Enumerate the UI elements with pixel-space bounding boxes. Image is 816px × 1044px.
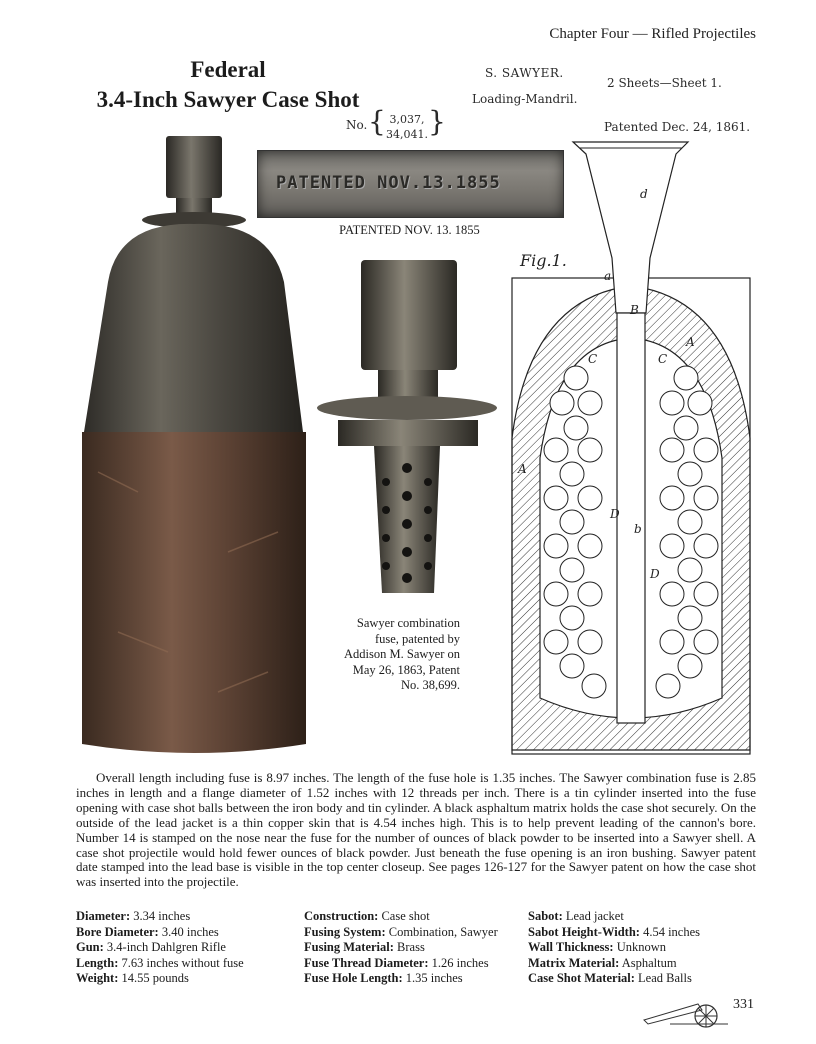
patent-drawing — [500, 138, 762, 762]
cannon-icon — [640, 990, 730, 1030]
patent-subtitle: Loading-Mandril. — [472, 92, 578, 106]
patent-brace-left: { — [368, 105, 386, 138]
patent-name: S. SAWYER. — [485, 66, 564, 80]
spec-row: Fuse Hole Length: 1.35 inches — [304, 971, 463, 985]
fuse-caption: Sawyer combination fuse, patented by Addison M. Sawyer on May 26, 1863, Patent No. 38,699. — [344, 616, 460, 692]
label-b: b — [634, 522, 642, 536]
spec-row: Wall Thickness: Unknown — [528, 940, 666, 954]
spec-row: Case Shot Material: Lead Balls — [528, 971, 692, 985]
spec-row: Construction: Case shot — [304, 909, 430, 923]
label-D: D — [610, 507, 620, 521]
spec-row: Gun: 3.4-inch Dahlgren Rifle — [76, 940, 226, 954]
fig-label: Fig.1. — [520, 251, 567, 270]
spec-row: Bore Diameter: 3.40 inches — [76, 924, 219, 939]
spec-row: Length: 7.63 inches without fuse — [76, 955, 244, 970]
chapter-header: Chapter Four — Rifled Projectiles — [549, 26, 756, 42]
page-title-line2: 3.4-Inch Sawyer Case Shot — [96, 87, 360, 112]
specs-column-2 — [304, 909, 498, 987]
patent-number-2: 34,041. — [386, 128, 428, 141]
spec-row: Fuse Thread Diameter: 1.26 inches — [304, 955, 489, 970]
label-a: a — [604, 269, 612, 283]
patent-numbers — [386, 112, 428, 142]
spec-row: Matrix Material: Asphaltum — [528, 955, 677, 970]
spec-row: Fusing Material: Brass — [304, 940, 425, 954]
page-title-line1: Federal — [190, 57, 266, 82]
spec-row: Sabot: Lead jacket — [528, 909, 624, 923]
spec-row: Fusing System: Combination, Sawyer — [304, 924, 498, 939]
stamp-caption: PATENTED NOV. 13. 1855 — [339, 223, 480, 237]
patent-number-1: 3,037, — [389, 113, 425, 126]
fuse-photo — [316, 258, 498, 603]
spec-row: Weight: 14.55 pounds — [76, 971, 189, 985]
patent-no-label: No. — [346, 118, 368, 132]
label-C-right: C — [658, 352, 668, 366]
specs-column-1 — [76, 909, 244, 987]
page-number: 331 — [733, 997, 754, 1012]
spec-row: Sabot Height-Width: 4.54 inches — [528, 924, 701, 939]
patent-sheets: 2 Sheets—Sheet 1. — [607, 76, 722, 90]
patent-brace-right: } — [428, 105, 446, 138]
label-B: B — [630, 303, 639, 317]
label-A-left: A — [518, 462, 527, 476]
spec-row: Diameter: 3.34 inches — [76, 909, 191, 923]
label-d: d — [640, 187, 648, 201]
label-A-right: A — [686, 335, 695, 349]
label-C-left: C — [588, 352, 598, 366]
description-paragraph: Overall length including fuse is 8.97 inches. The length of the fuse hole is 1.35 inches. The Sawyer combination fuse is 2.85 inches in length and a flange diameter of 1.52 inches with 12 threads per inch. There is a tin cylinder inserted into the fuse opening with case shot balls between the iron body and tin cylinder. A black asphaltum matrix holds the case shot securely. On the outside of the lead jacket is a thin copper skin that is 4.54 inches high. This is to help prevent leading of the cannon's bore. Number 14 is stamped on the nose near the fuse for the number of ounces of black powder to be inserted into a Sawyer shell. A case shot projectile would hold fewer ounces of black powder. Just beneath the fuse opening is an iron bushing. Sawyer patent date stamped into the lead base is visible in the top center closeup. See pages 126-127 for the Sawyer patent on how the case shot was inserted into the projectile. — [76, 770, 756, 890]
projectile-photo — [78, 132, 310, 757]
specs-column-3 — [528, 909, 700, 987]
stamp-text: PATENTED NOV.13.1855 — [276, 173, 501, 193]
label-D-lower: D — [650, 567, 660, 581]
patent-date: Patented Dec. 24, 1861. — [604, 120, 751, 134]
